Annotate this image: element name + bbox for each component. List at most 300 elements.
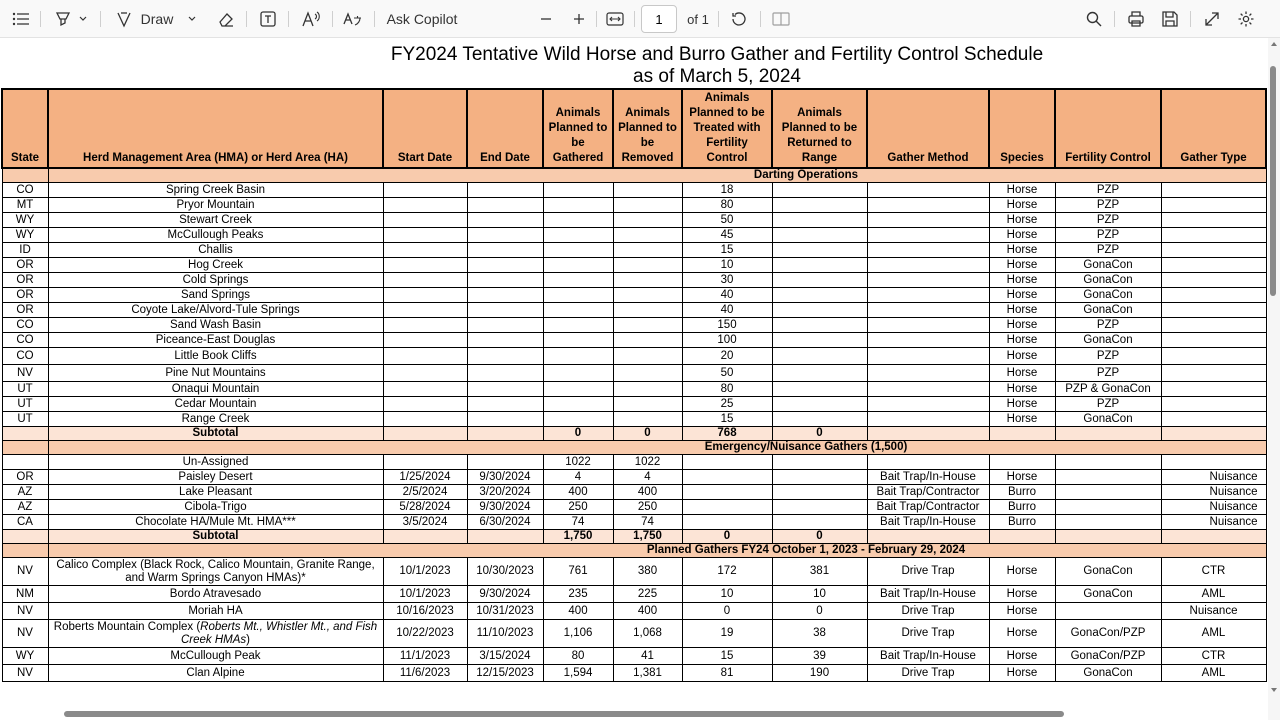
table-cell: 400: [543, 485, 613, 500]
table-cell: [867, 213, 989, 228]
table-cell: Piceance-East Douglas: [48, 333, 383, 348]
draw-label: Draw: [140, 11, 174, 27]
table-cell: Nuisance: [1161, 470, 1266, 485]
table-cell: [467, 348, 543, 365]
table-cell: [867, 412, 989, 427]
table-cell: Bait Trap/Contractor: [867, 485, 989, 500]
table-cell: [613, 183, 682, 198]
table-cell: Subtotal: [48, 427, 383, 441]
scroll-up-icon[interactable]: [1270, 40, 1278, 48]
table-cell: [772, 288, 867, 303]
table-cell: 1022: [543, 455, 613, 470]
table-cell: [772, 258, 867, 273]
table-cell: 0: [772, 427, 867, 441]
table-cell: [867, 288, 989, 303]
table-row: [2, 273, 1266, 288]
table-cell: [772, 213, 867, 228]
horizontal-scrollbar-thumb[interactable]: [64, 711, 1064, 717]
table-cell: GonaCon: [1055, 303, 1161, 318]
table-cell: [1161, 412, 1266, 427]
table-cell: 45: [682, 228, 772, 243]
table-cell: [1161, 397, 1266, 412]
table-cell: [467, 455, 543, 470]
table-cell: 400: [613, 603, 682, 620]
table-cell: 0: [543, 427, 613, 441]
table-cell: PZP: [1055, 318, 1161, 333]
col-header-hma: Herd Management Area (HMA) or Herd Area (HA): [48, 89, 383, 168]
table-cell: Cibola-Trigo: [48, 500, 383, 515]
section-header: [2, 441, 1266, 455]
table-cell: OR: [2, 258, 48, 273]
table-cell: [543, 397, 613, 412]
table-cell: ID: [2, 243, 48, 258]
text-box-button[interactable]: [256, 0, 280, 38]
table-cell: [467, 382, 543, 397]
table-cell: [772, 455, 867, 470]
table-cell: [467, 303, 543, 318]
table-cell: [383, 455, 467, 470]
fit-width-icon: [606, 12, 624, 26]
table-cell: [772, 303, 867, 318]
table-cell: Horse: [989, 318, 1055, 333]
table-cell: [772, 348, 867, 365]
table-cell: Horse: [989, 273, 1055, 288]
table-cell: [1161, 303, 1266, 318]
table-cell: UT: [2, 382, 48, 397]
table-cell: 2/5/2024: [383, 485, 467, 500]
minus-icon: [539, 12, 553, 26]
table-cell: [2, 427, 48, 441]
table-row: [2, 213, 1266, 228]
table-cell: [543, 183, 613, 198]
table-cell: [383, 183, 467, 198]
table-cell: 4: [543, 470, 613, 485]
table-cell: [383, 228, 467, 243]
table-cell: 250: [543, 500, 613, 515]
table-cell: 74: [613, 515, 682, 530]
rotate-icon: [730, 10, 748, 28]
table-cell: [867, 273, 989, 288]
ask-copilot-button[interactable]: [386, 0, 458, 38]
table-cell: 11/6/2023: [383, 665, 467, 682]
translate-button[interactable]: [340, 0, 364, 38]
table-cell: [383, 258, 467, 273]
table-cell: [867, 530, 989, 544]
table-cell: [867, 333, 989, 348]
col-header-gather-type: Gather Type: [1161, 89, 1266, 168]
table-cell: Calico Complex (Black Rock, Calico Mountain, Granite Range, and Warm Springs Canyon HMAs)*: [48, 558, 383, 586]
table-cell: 11/1/2023: [383, 648, 467, 665]
table-cell: [467, 228, 543, 243]
table-cell: 12/15/2023: [467, 665, 543, 682]
table-cell: 10/1/2023: [383, 558, 467, 586]
col-header-gather-method: Gather Method: [867, 89, 989, 168]
table-cell: [682, 515, 772, 530]
table-cell: 400: [613, 485, 682, 500]
table-cell: [1161, 198, 1266, 213]
table-cell: [772, 500, 867, 515]
table-cell: [1161, 365, 1266, 382]
table-cell: [543, 318, 613, 333]
table-cell: [1055, 530, 1161, 544]
pdf-viewer[interactable]: [0, 38, 1280, 720]
table-cell: 3/5/2024: [383, 515, 467, 530]
table-cell: 190: [772, 665, 867, 682]
eraser-button[interactable]: [214, 0, 238, 38]
table-cell: Bait Trap/In-House: [867, 515, 989, 530]
table-cell: 5/28/2024: [383, 500, 467, 515]
table-cell: WY: [2, 228, 48, 243]
table-cell: Drive Trap: [867, 558, 989, 586]
two-page-icon: [772, 11, 790, 27]
table-cell: [467, 333, 543, 348]
table-cell: NV: [2, 620, 48, 648]
subtotal-row: [2, 427, 1266, 441]
table-cell: [772, 412, 867, 427]
table-cell: CO: [2, 183, 48, 198]
table-cell: 10: [772, 586, 867, 603]
save-icon: [1161, 10, 1179, 28]
table-cell: 41: [613, 648, 682, 665]
table-cell: [1161, 258, 1266, 273]
table-cell: [772, 228, 867, 243]
table-cell: 381: [772, 558, 867, 586]
table-cell: [989, 455, 1055, 470]
table-cell: Horse: [989, 198, 1055, 213]
table-cell: Burro: [989, 515, 1055, 530]
table-row: [2, 515, 1266, 530]
rotate-button[interactable]: [728, 0, 750, 38]
table-cell: [383, 303, 467, 318]
table-cell: 30: [682, 273, 772, 288]
table-cell: Pine Nut Mountains: [48, 365, 383, 382]
fit-width-button[interactable]: [604, 0, 626, 38]
table-cell: [613, 412, 682, 427]
table-cell: [613, 258, 682, 273]
table-cell: 50: [682, 365, 772, 382]
table-cell: [543, 412, 613, 427]
table-cell: Burro: [989, 500, 1055, 515]
table-cell: [1161, 455, 1266, 470]
table-row: [2, 665, 1266, 682]
read-aloud-button[interactable]: [298, 0, 324, 38]
table-cell: [613, 273, 682, 288]
table-cell: [543, 365, 613, 382]
table-row: [2, 288, 1266, 303]
table-cell: [682, 470, 772, 485]
table-cell: Paisley Desert: [48, 470, 383, 485]
table-cell: [772, 470, 867, 485]
table-cell: [467, 258, 543, 273]
table-row: [2, 412, 1266, 427]
section-title: Darting Operations: [48, 168, 1266, 183]
table-cell: 380: [613, 558, 682, 586]
table-cell: [2, 441, 48, 455]
table-cell: [467, 288, 543, 303]
table-cell: GonaCon: [1055, 288, 1161, 303]
eraser-icon: [217, 10, 235, 28]
table-cell: Horse: [989, 648, 1055, 665]
table-cell: [613, 397, 682, 412]
table-row: [2, 303, 1266, 318]
pdf-page: [0, 38, 1268, 708]
table-cell: Horse: [989, 348, 1055, 365]
table-cell: [613, 288, 682, 303]
table-row: [2, 228, 1266, 243]
table-cell: [867, 183, 989, 198]
table-cell: GonaCon: [1055, 258, 1161, 273]
table-cell: [467, 213, 543, 228]
table-cell: [867, 397, 989, 412]
expand-icon: [1204, 11, 1220, 27]
table-cell: CTR: [1161, 558, 1266, 586]
table-cell: 10/31/2023: [467, 603, 543, 620]
table-cell: 15: [682, 243, 772, 258]
table-cell: GonaCon: [1055, 586, 1161, 603]
table-cell: [613, 348, 682, 365]
table-cell: [772, 198, 867, 213]
table-cell: [1161, 427, 1266, 441]
table-cell: [383, 412, 467, 427]
table-cell: AML: [1161, 620, 1266, 648]
read-aloud-icon: [301, 10, 321, 28]
table-row: [2, 500, 1266, 515]
page-total: of 1: [687, 11, 709, 27]
table-cell: [682, 485, 772, 500]
table-cell: [383, 365, 467, 382]
table-row: [2, 183, 1266, 198]
table-cell: Clan Alpine: [48, 665, 383, 682]
zoom-out-button[interactable]: [536, 0, 556, 38]
text-box-icon: [259, 10, 277, 28]
table-cell: NM: [2, 586, 48, 603]
col-header-treated: Animals Planned to be Treated with Fertility Control: [682, 89, 772, 168]
table-cell: Bait Trap/Contractor: [867, 500, 989, 515]
table-cell: AML: [1161, 586, 1266, 603]
table-cell: 10/22/2023: [383, 620, 467, 648]
table-cell: [383, 213, 467, 228]
table-cell: Bait Trap/In-House: [867, 586, 989, 603]
table-row: [2, 470, 1266, 485]
table-cell: [383, 243, 467, 258]
table-cell: Horse: [989, 558, 1055, 586]
table-cell: 768: [682, 427, 772, 441]
table-cell: 80: [682, 198, 772, 213]
table-cell: 81: [682, 665, 772, 682]
table-cell: PZP: [1055, 348, 1161, 365]
table-cell: Sand Springs: [48, 288, 383, 303]
table-cell: [867, 348, 989, 365]
table-cell: [1055, 427, 1161, 441]
table-cell: [1055, 515, 1161, 530]
table-cell: Horse: [989, 365, 1055, 382]
table-cell: [383, 397, 467, 412]
table-cell: [383, 530, 467, 544]
col-header-removed: Animals Planned to be Removed: [613, 89, 682, 168]
scroll-down-icon[interactable]: [1270, 686, 1278, 694]
hma-text-end: ): [246, 633, 251, 646]
table-cell: [867, 382, 989, 397]
table-cell: Challis: [48, 243, 383, 258]
table-cell: PZP: [1055, 397, 1161, 412]
table-cell: 10/1/2023: [383, 586, 467, 603]
col-header-end-date: End Date: [467, 89, 543, 168]
table-cell: 400: [543, 603, 613, 620]
hma-text: Roberts Mountain Complex (: [53, 620, 201, 633]
table-cell: Pryor Mountain: [48, 198, 383, 213]
title-line-1: FY2024 Tentative Wild Horse and Burro Gather and Fertility Control Schedule: [390, 44, 1044, 65]
table-cell: 0: [772, 530, 867, 544]
pen-icon: [115, 10, 133, 28]
table-cell: [1161, 273, 1266, 288]
table-cell: Hog Creek: [48, 258, 383, 273]
table-cell: Little Book Cliffs: [48, 348, 383, 365]
table-cell: [613, 213, 682, 228]
table-cell: [1161, 318, 1266, 333]
table-cell: Emergency/Nuisance Gathers (1,500): [48, 441, 1266, 455]
table-cell: 1,750: [543, 530, 613, 544]
col-header-start-date: Start Date: [383, 89, 467, 168]
table-cell: UT: [2, 397, 48, 412]
table-cell: 100: [682, 333, 772, 348]
table-cell: Stewart Creek: [48, 213, 383, 228]
table-cell: [613, 228, 682, 243]
table-cell: 150: [682, 318, 772, 333]
table-cell: [989, 530, 1055, 544]
table-cell: [1055, 485, 1161, 500]
table-cell: [772, 243, 867, 258]
table-cell: 80: [682, 382, 772, 397]
table-cell: [467, 183, 543, 198]
table-cell: [1055, 500, 1161, 515]
table-cell: [383, 288, 467, 303]
full-screen-button[interactable]: [1200, 0, 1224, 38]
table-cell: PZP: [1055, 243, 1161, 258]
table-cell: NV: [2, 665, 48, 682]
vertical-scrollbar-thumb[interactable]: [1270, 66, 1276, 296]
table-row: [2, 382, 1266, 397]
table-cell: [48, 620, 383, 648]
table-row: [2, 620, 1266, 648]
search-button[interactable]: [1082, 0, 1106, 38]
table-cell: Bait Trap/In-House: [867, 470, 989, 485]
contents-icon[interactable]: [10, 0, 32, 38]
table-cell: [383, 427, 467, 441]
table-row: [2, 258, 1266, 273]
page-number-input[interactable]: [641, 5, 677, 33]
table-cell: [543, 382, 613, 397]
settings-button[interactable]: [1234, 0, 1258, 38]
title-line-2: as of March 5, 2024: [633, 66, 801, 87]
table-cell: [1055, 603, 1161, 620]
table-cell: NV: [2, 603, 48, 620]
table-cell: Horse: [989, 258, 1055, 273]
table-cell: Horse: [989, 382, 1055, 397]
table-cell: MT: [2, 198, 48, 213]
table-cell: Horse: [989, 470, 1055, 485]
col-header-gathered: Animals Planned to be Gathered: [543, 89, 613, 168]
table-cell: 9/30/2024: [467, 470, 543, 485]
col-header-returned: Animals Planned to be Returned to Range: [772, 89, 867, 168]
table-cell: [613, 333, 682, 348]
table-cell: [772, 318, 867, 333]
document-title: [0, 44, 1268, 88]
table-cell: PZP: [1055, 365, 1161, 382]
table-row: [2, 455, 1266, 470]
table-cell: [467, 530, 543, 544]
table-cell: [613, 243, 682, 258]
col-header-species: Species: [989, 89, 1055, 168]
table-cell: Horse: [989, 243, 1055, 258]
table-cell: [772, 397, 867, 412]
table-cell: WY: [2, 213, 48, 228]
table-cell: [383, 382, 467, 397]
table-cell: 80: [543, 648, 613, 665]
table-cell: McCullough Peaks: [48, 228, 383, 243]
table-row: [2, 365, 1266, 382]
table-cell: [467, 318, 543, 333]
table-cell: AZ: [2, 485, 48, 500]
subtotal-row: [2, 530, 1266, 544]
print-button[interactable]: [1124, 0, 1148, 38]
save-button[interactable]: [1158, 0, 1182, 38]
table-cell: GonaCon: [1055, 412, 1161, 427]
table-cell: OR: [2, 470, 48, 485]
table-cell: Burro: [989, 485, 1055, 500]
table-row: [2, 397, 1266, 412]
table-cell: Horse: [989, 603, 1055, 620]
table-cell: 3/15/2024: [467, 648, 543, 665]
table-cell: 0: [772, 603, 867, 620]
table-cell: Planned Gathers FY24 October 1, 2023 - February 29, 2024: [48, 544, 1266, 558]
page-view-button[interactable]: [770, 0, 792, 38]
table-cell: Horse: [989, 665, 1055, 682]
table-cell: Nuisance: [1161, 485, 1266, 500]
table-cell: Spring Creek Basin: [48, 183, 383, 198]
zoom-in-button[interactable]: [569, 0, 589, 38]
highlight-button[interactable]: [50, 0, 92, 38]
table-cell: [867, 455, 989, 470]
table-row: [2, 348, 1266, 365]
table-cell: [867, 365, 989, 382]
table-cell: Horse: [989, 397, 1055, 412]
table-cell: 0: [682, 530, 772, 544]
table-cell: [772, 365, 867, 382]
hma-italic-text: Roberts Mt., Whistler Mt., and Fish Creek HMAs: [180, 620, 378, 646]
table-cell: [543, 348, 613, 365]
table-cell: 40: [682, 288, 772, 303]
table-cell: CO: [2, 348, 48, 365]
gear-icon: [1237, 10, 1255, 28]
table-cell: [543, 303, 613, 318]
table-cell: Cedar Mountain: [48, 397, 383, 412]
chevron-down-icon: [78, 14, 88, 24]
table-cell: 225: [613, 586, 682, 603]
table-cell: 1,594: [543, 665, 613, 682]
table-cell: [867, 258, 989, 273]
table-cell: [383, 273, 467, 288]
table-cell: Horse: [989, 228, 1055, 243]
table-cell: GonaCon: [1055, 665, 1161, 682]
table-cell: [867, 427, 989, 441]
table-row: [2, 198, 1266, 213]
table-cell: 6/30/2024: [467, 515, 543, 530]
table-cell: [613, 318, 682, 333]
draw-button[interactable]: [112, 0, 200, 38]
table-cell: 9/30/2024: [467, 586, 543, 603]
table-row: [2, 485, 1266, 500]
table-cell: [1161, 530, 1266, 544]
